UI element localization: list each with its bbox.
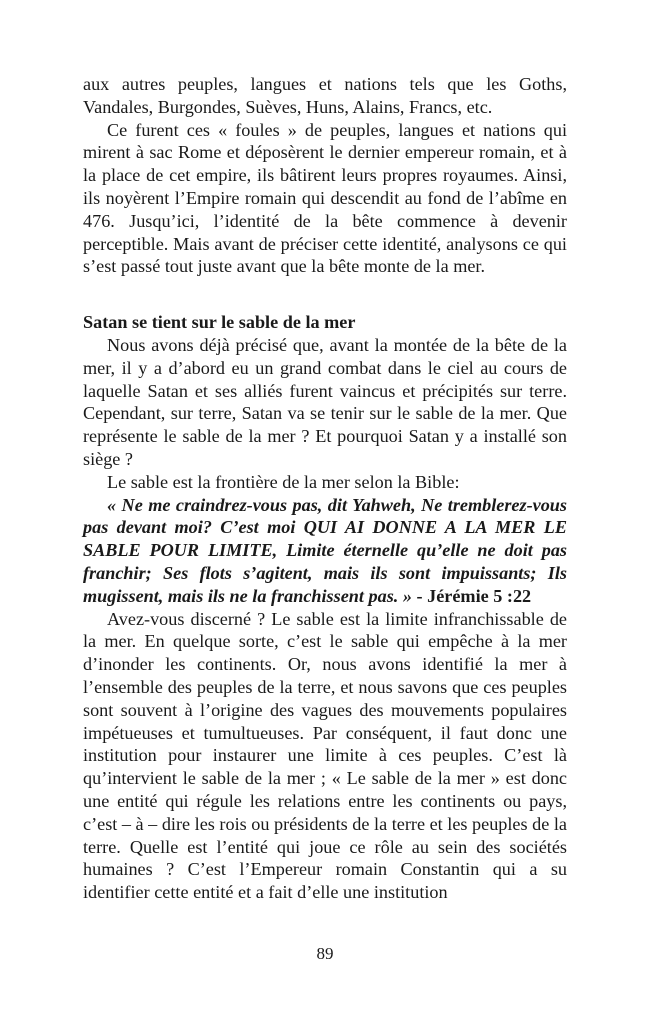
page-body xyxy=(83,73,567,904)
paragraph-continuation: aux autres peuples, langues et nations tels que les Goths, Vandales, Burgondes, Suèves, Huns, Alains, Francs, etc. xyxy=(83,74,567,117)
paragraph-rome-fall: Ce furent ces « foules » de peuples, langues et nations qui mirent à sac Rome et déposèrent le dernier empereur romain, et à la place de cet empire, ils bâtirent leurs propres royaumes. Ainsi, ils noyèrent l’Empire romain qui descendit au fond de l’abîme en 476. Jusqu’ici, l’identité de la bête commence à devenir perceptible. Mais avant de préciser cette identité, analysons ce qui s’est passé tout juste avant que la bête monte de la mer. xyxy=(83,119,567,277)
page-number: 89 xyxy=(316,944,334,963)
section-heading: Satan se tient sur le sable de la mer xyxy=(83,312,356,333)
paragraph-sand-frontier: Le sable est la frontière de la mer selon la Bible: xyxy=(107,471,460,492)
paragraph-discernment: Avez-vous discerné ? Le sable est la limite infranchissable de la mer. En quelque sorte, c’est le sable qui empêche à la mer d’inonder les continents. Or, nous avons identifié la mer à l’ensemble des peuples de la terre, et nous savons que ces peuples sont souvent à l’origine des vagues des mouvements populaires impétueuses et tumultueuses. Par conséquent, il faut donc une institution pour instaurer une limite à ces peuples. C’est là qu’intervient le sable de la mer ; « Le sable de la mer » est donc une entité qui régule les relations entre les continents ou pays, c’est – à – dire les rois ou présidents de la terre et les peuples de la terre. Quelle est l’entité qui joue ce rôle au sein des sociétés humaines ? C’est l’Empereur romain Constantin qui a su identifier cette entité et a fait d’elle une institution xyxy=(83,608,567,903)
paragraph-satan-sand: Nous avons déjà précisé que, avant la montée de la bête de la mer, il y a d’abord eu un grand combat dans le ciel au cours de laquelle Satan et ses alliés furent vaincus et précipités sur terre. Cependant, sur terre, Satan va se tenir sur le sable de la mer. Que représente le sable de la mer ? Et pourquoi Satan y a installé son siège ? xyxy=(83,334,567,469)
bible-quote xyxy=(83,494,567,608)
quote-text: « Ne me craindrez-vous pas, dit Yahweh, Ne tremblerez-vous pas devant moi? C’est moi QUI AI DONNE A LA MER LE SABLE POUR LIMITE, Limite éternelle qu’elle ne doit pas franchir; Ses flots s’agitent, mais ils sont impuissants; Ils mugissent, mais ils ne la franchissent pas. » xyxy=(83,494,567,606)
quote-reference: - Jérémie 5 :22 xyxy=(411,585,532,606)
